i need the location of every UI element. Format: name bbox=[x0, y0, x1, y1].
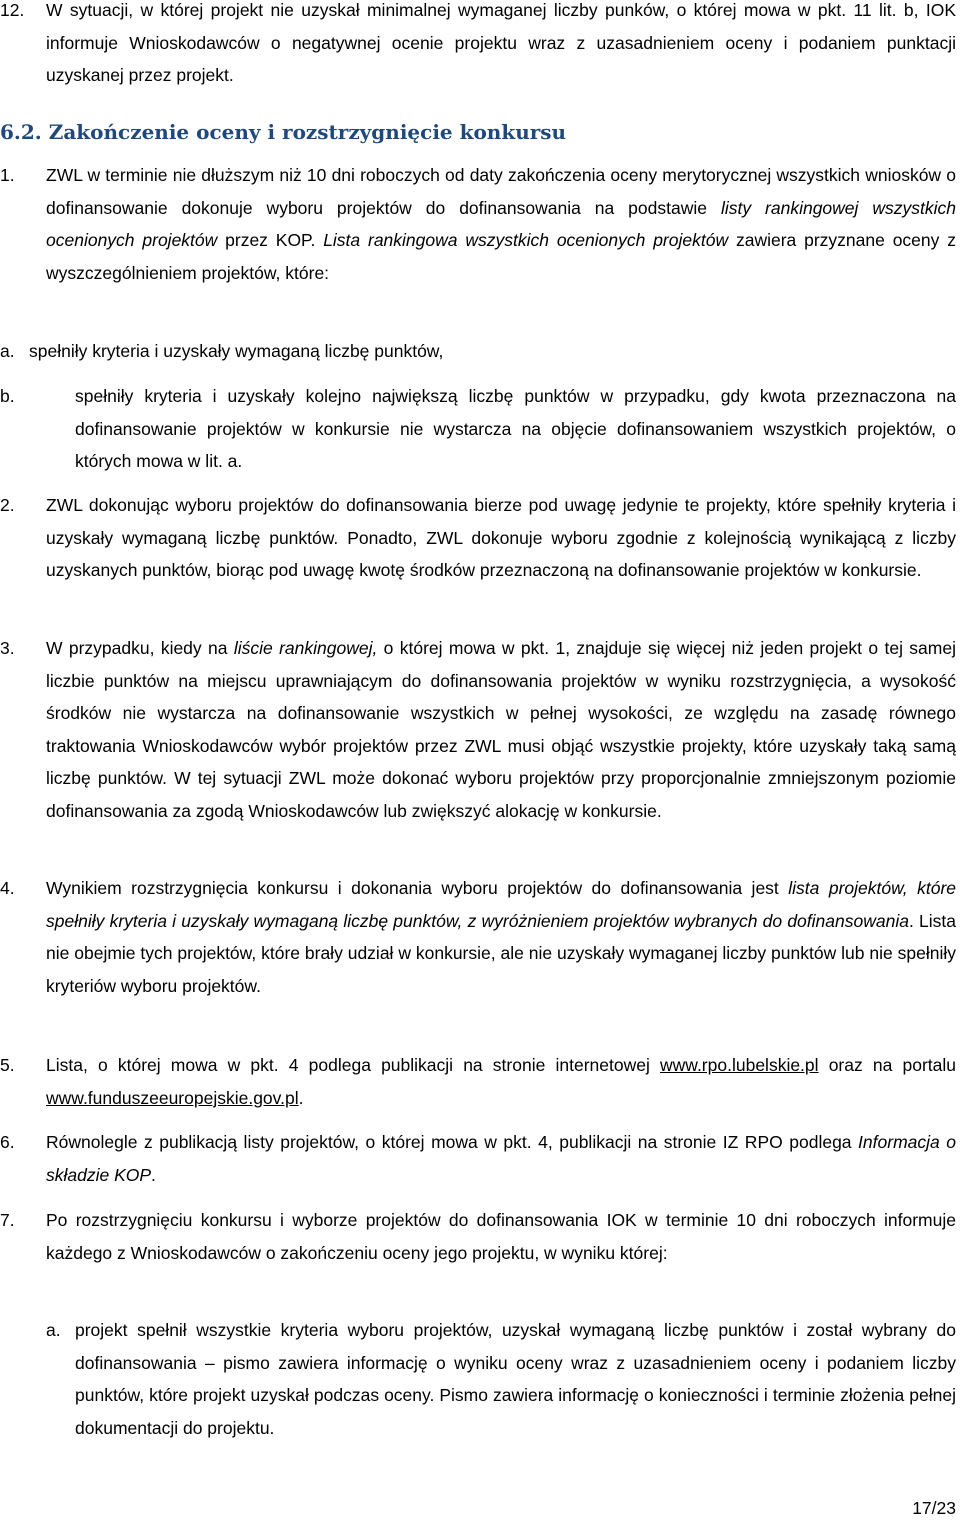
text-run: zawiera przyznane oceny z wyszczególnieniem projektów, które: bbox=[46, 230, 956, 283]
subitem-1b bbox=[0, 380, 956, 478]
italic-text: lista projektów, które spełniły kryteria i uzyskały wymaganą liczbę punktów, z wyróżnieniem projektów wybranych do dofinansowania bbox=[46, 878, 956, 931]
text-run: Wynikiem rozstrzygnięcia konkursu i dokonania wyboru projektów do dofinansowania jest bbox=[46, 878, 789, 898]
text-run: oraz na portalu bbox=[818, 1055, 957, 1075]
text-run: . Lista nie obejmie tych projektów, które brały udział w konkursie, ale nie uzyskały wymaganej liczby punktów lub nie spełniły kryteriów wyboru projektów. bbox=[46, 910, 956, 996]
subitem-letter: a. bbox=[0, 341, 15, 361]
text-run: ZWL w terminie nie dłuższym niż 10 dni roboczych od daty zakończenia oceny merytorycznej wszystkich wniosków o dofinansowanie dokonuje wyboru projektów do dofinansowania na podstawie bbox=[46, 165, 956, 218]
italic-text: listy rankingowej wszystkich ocenionych projektów bbox=[46, 197, 956, 251]
paragraph-text: W sytuacji, w której projekt nie uzyskał minimalnej wymaganej liczby punków, o której mowa w pkt. 11 lit. b, IOK informuje Wnioskodawców o negatywnej ocenie projektu wraz z uzasadnieniem oceny i podaniem punktacji uzyskanej przez projekt. bbox=[46, 0, 956, 86]
item-number: 12. bbox=[0, 0, 25, 20]
page-number: 17/23 bbox=[912, 1498, 956, 1518]
item-number: 2. bbox=[0, 495, 15, 515]
paragraph-4 bbox=[0, 872, 956, 1002]
text-run: W przypadku, kiedy na bbox=[46, 638, 234, 658]
paragraph-text bbox=[46, 1049, 956, 1114]
paragraph-6 bbox=[0, 1126, 956, 1191]
paragraph-1 bbox=[0, 159, 956, 289]
item-number: 6. bbox=[0, 1132, 15, 1152]
text-run: . bbox=[151, 1164, 156, 1185]
subitem-1a bbox=[0, 335, 956, 368]
paragraph-12 bbox=[0, 0, 956, 92]
italic-text: Lista rankingowa wszystkich ocenionych projektów bbox=[323, 230, 729, 251]
subitem-letter: b. bbox=[0, 386, 15, 406]
item-number: 7. bbox=[0, 1210, 15, 1230]
italic-text: liście rankingowej, bbox=[233, 638, 378, 658]
item-number: 3. bbox=[0, 638, 15, 658]
italic-text: Informacja o składzie KOP bbox=[46, 1132, 956, 1185]
text-run: . bbox=[298, 1087, 304, 1108]
item-number: 5. bbox=[0, 1055, 15, 1075]
paragraph-text: ZWL dokonując wyboru projektów do dofinansowania bierze pod uwagę jedynie te projekty, które spełniły kryteria i uzyskały wymaganą liczbę punktów. Ponadto, ZWL dokonuje wyboru zgodnie z kolejnością wynikającą z liczby uzyskanych punktów, biorąc pod uwagę kwotę środków przeznaczoną na dofinansowanie projektów w konkursie. bbox=[46, 495, 956, 581]
paragraph-text bbox=[46, 632, 956, 828]
paragraph-5 bbox=[0, 1049, 956, 1114]
paragraph-text bbox=[46, 872, 956, 1002]
item-number: 1. bbox=[0, 165, 15, 185]
text-run: Lista, o której mowa w pkt. 4 podlega publikacji na stronie internetowej bbox=[46, 1055, 660, 1075]
paragraph-2 bbox=[0, 489, 956, 587]
subitem-7a bbox=[46, 1314, 956, 1444]
section-heading bbox=[0, 116, 566, 148]
paragraph-3 bbox=[0, 632, 956, 828]
text-run: Równolegle z publikacją listy projektów, o której mowa w pkt. 4, publikacji na stronie IZ RPO podlega bbox=[46, 1132, 859, 1152]
section-number: 6.2. bbox=[0, 120, 42, 144]
section-title: Zakończenie oceny i rozstrzygnięcie konkursu bbox=[48, 120, 567, 144]
paragraph-7 bbox=[0, 1204, 956, 1269]
subitem-letter: a. bbox=[46, 1320, 61, 1340]
paragraph-text bbox=[46, 1126, 956, 1191]
subitem-text: spełniły kryteria i uzyskały wymaganą liczbę punktów, bbox=[29, 341, 444, 361]
fundusze-europejskie-link[interactable]: www.funduszeeuropejskie.gov.pl bbox=[46, 1087, 299, 1108]
text-run: przez KOP. bbox=[217, 230, 324, 251]
subitem-text: spełniły kryteria i uzyskały kolejno największą liczbę punktów w przypadku, gdy kwota przeznaczona na dofinansowanie projektów w konkursie nie wystarcza na objęcie dofinansowaniem wszystkich projektów, o których mowa w lit. a. bbox=[75, 386, 956, 472]
subitem-text: projekt spełnił wszystkie kryteria wyboru projektów, uzyskał wymaganą liczbę punktów i został wybrany do dofinansowania – pismo zawiera informację o wyniku oceny wraz z uzasadnieniem oceny i podaniem liczby punktów, które projekt uzyskał podczas oceny. Pismo zawiera informację o konieczności i terminie złożenia pełnej dokumentacji do projektu. bbox=[75, 1320, 956, 1438]
item-number: 4. bbox=[0, 878, 15, 898]
text-run: o której mowa w pkt. 1, znajduje się więcej niż jeden projekt o tej samej liczbie punktów na miejscu uprawniającym do dofinansowania projektów w wyniku rozstrzygnięcia, a wysokość środków nie wystarcza na dofinansowanie wszystkich w pełnej wysokości, ze względu na zasadę równego traktowania Wnioskodawców wybór projektów przez ZWL musi objąć wszystkie projekty, które uzyskały taką samą liczbę punktów. W tej sytuacji ZWL może dokonać wyboru projektów przy proporcjonalnie zmniejszonym poziomie dofinansowania za zgodą Wnioskodawców lub zwiększyć alokację w konkursie. bbox=[46, 638, 956, 821]
paragraph-text bbox=[46, 159, 956, 289]
paragraph-text: Po rozstrzygnięciu konkursu i wyborze projektów do dofinansowania IOK w terminie 10 dni roboczych informuje każdego z Wnioskodawców o zakończeniu oceny jego projektu, w wyniku której: bbox=[46, 1210, 956, 1263]
rpo-lubelskie-link[interactable]: www.rpo.lubelskie.pl bbox=[660, 1055, 819, 1075]
